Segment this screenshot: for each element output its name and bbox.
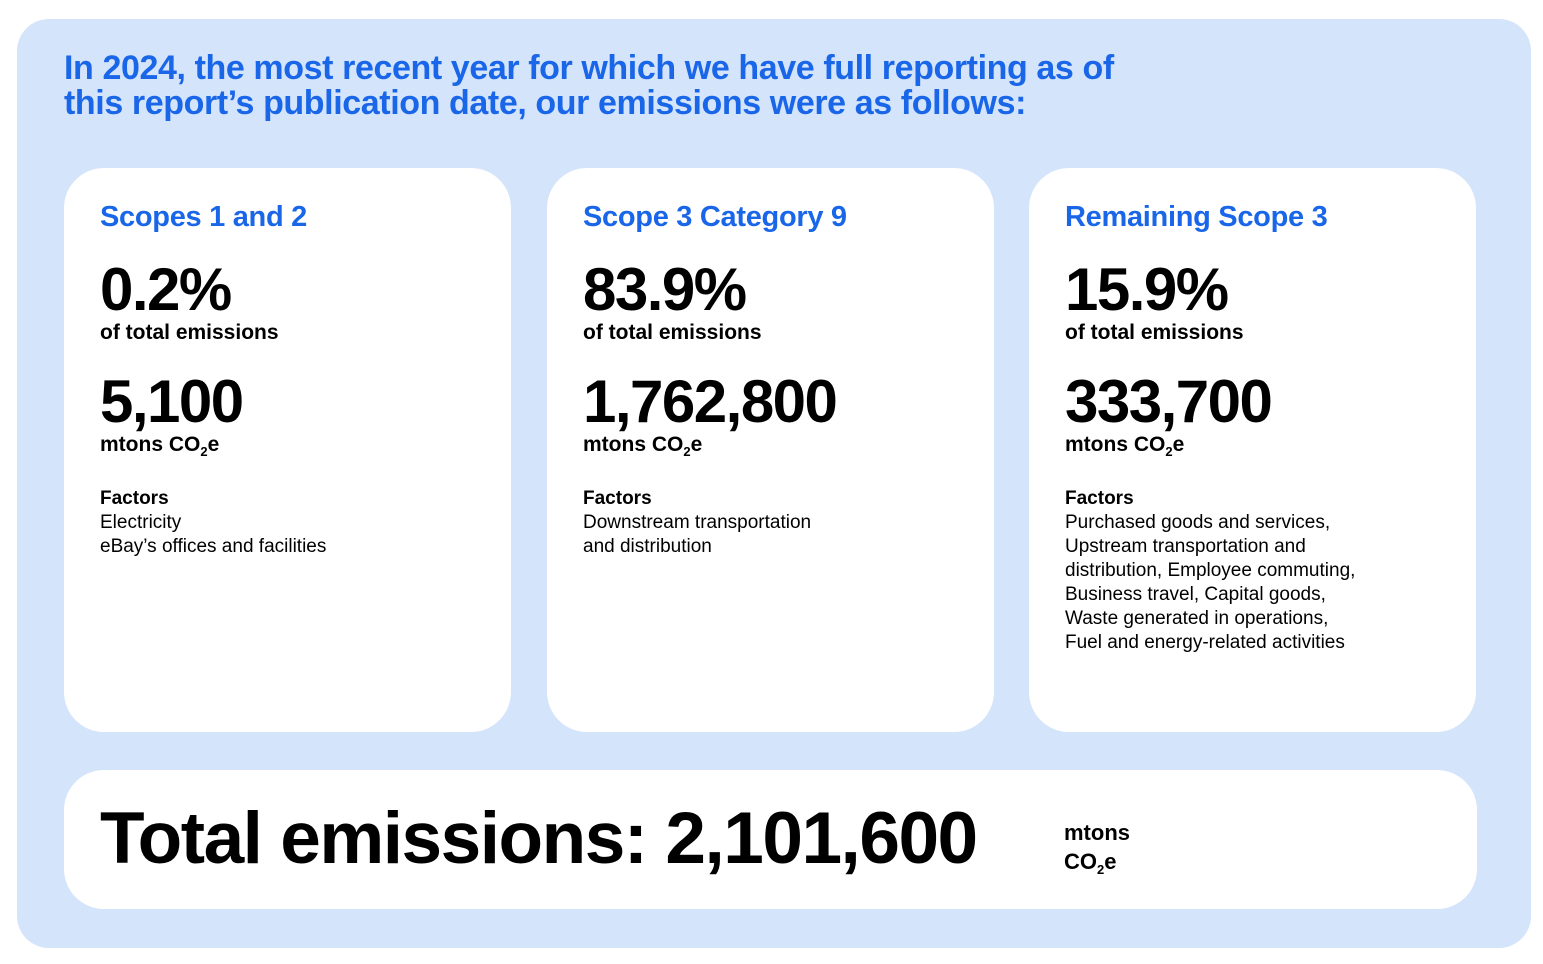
factor-line: eBay’s offices and facilities [100,536,327,557]
amount-value: 5,100 [100,368,243,435]
card-remaining-scope-3 [1029,168,1476,732]
total-emissions-card [64,770,1477,909]
factor-line: Downstream transportation [583,512,812,533]
factors-title: Factors [100,488,169,509]
percent-value: 15.9% [1065,256,1228,323]
amount-value: 333,700 [1065,368,1272,435]
card-scope-3-category-9 [547,168,994,732]
total-emissions-unit: mtons $CO_2e$ [1064,820,1130,877]
headline-line-2: this report’s publication date, our emissions were as follows: [64,84,1027,122]
factor-line: Electricity [100,512,182,533]
amount-unit: mtons $CO_2e$ [583,433,703,459]
factor-line: Fuel and energy-related activities [1065,632,1345,653]
headline-line-1: In 2024, the most recent year for which we have full reporting as of [64,49,1114,87]
headline [64,51,1244,121]
percent-value: 0.2% [100,256,231,323]
percent-label: of total emissions [583,321,762,344]
factor-line: distribution, Employee commuting, [1065,560,1356,581]
factor-line: Waste generated in operations, [1065,608,1329,629]
amount-unit: mtons $CO_2e$ [1065,433,1185,459]
card-scopes-1-and-2 [64,168,511,732]
amount-value: 1,762,800 [583,368,837,435]
percent-label: of total emissions [100,321,279,344]
factor-line: Purchased goods and services, [1065,512,1331,533]
factor-line: Business travel, Capital goods, [1065,584,1326,605]
factor-line: and distribution [583,536,712,557]
percent-label: of total emissions [1065,321,1244,344]
card-title: Scopes 1 and 2 [100,201,307,233]
factor-line: Upstream transportation and [1065,536,1306,557]
factors-title: Factors [1065,488,1134,509]
amount-unit: mtons $CO_2e$ [100,433,220,459]
card-title: Remaining Scope 3 [1065,201,1328,233]
factors-title: Factors [583,488,652,509]
percent-value: 83.9% [583,256,746,323]
total-emissions-value: Total emissions: 2,101,600 [100,798,977,879]
card-title: Scope 3 Category 9 [583,201,847,233]
